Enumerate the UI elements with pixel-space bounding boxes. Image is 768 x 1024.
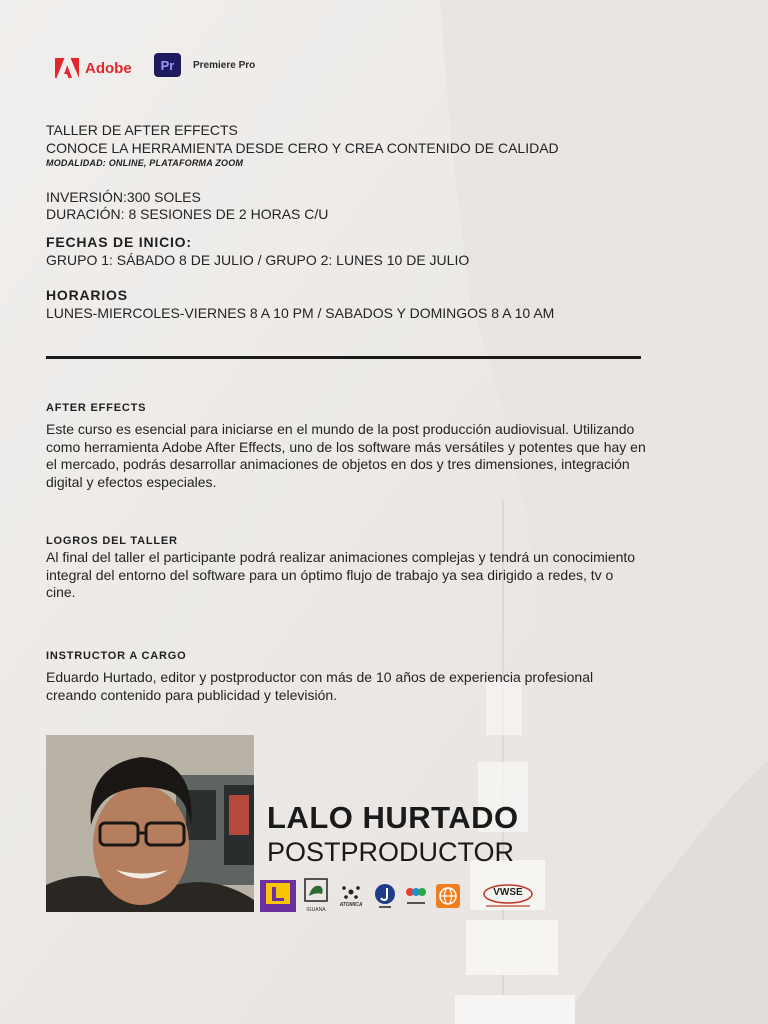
latina-logo: [260, 880, 296, 912]
instructor-photo: [46, 735, 254, 912]
j-channel-icon: [374, 883, 396, 909]
section-heading-goals: LOGROS DEL TALLER: [46, 535, 178, 547]
latina-icon: [260, 880, 296, 912]
modality: MODALIDAD: ONLINE, PLATAFORMA ZOOM: [46, 158, 244, 168]
instructor-name: LALO HURTADO: [267, 800, 519, 835]
section-heading-instructor: INSTRUCTOR A CARGO: [46, 650, 187, 662]
globe-icon: [436, 884, 460, 908]
atomica-logo: [336, 883, 366, 908]
divider: [46, 356, 641, 359]
workshop-title: TALLER DE AFTER EFFECTS: [46, 122, 238, 138]
client-logos: [260, 878, 536, 913]
duration: DURACIÓN: 8 SESIONES DE 2 HORAS C/U: [46, 206, 329, 222]
workshop-subtitle: CONOCE LA HERRAMIENTA DESDE CERO Y CREA CONTENIDO DE CALIDAD: [46, 140, 559, 156]
america-tv-logo: [436, 884, 460, 908]
section-body-instructor: Eduardo Hurtado, editor y postproductor con más de 10 años de experiencia profesional creando contenido para publicidad y televisión.: [46, 669, 594, 703]
premiere-pro-logo: [154, 53, 255, 77]
dates-heading: FECHAS DE INICIO:: [46, 234, 192, 250]
vwse-label: VWSE: [493, 886, 523, 898]
telefe-icon: [404, 884, 428, 908]
iguana-icon: [304, 878, 328, 906]
dates-text: GRUPO 1: SÁBADO 8 DE JULIO / GRUPO 2: LUNES 10 DE JULIO: [46, 252, 470, 268]
j-channel-logo: [374, 883, 396, 909]
section-heading-after-effects: AFTER EFFECTS: [46, 402, 147, 414]
iguana-label: IGUANA: [306, 907, 326, 913]
schedule-text: LUNES-MIERCOLES-VIERNES 8 A 10 PM / SABADOS Y DOMINGOS 8 A 10 AM: [46, 305, 555, 321]
iguana-logo: [304, 878, 328, 913]
schedule-heading: HORARIOS: [46, 287, 128, 303]
vwse-logo: [480, 883, 536, 909]
investment: INVERSIÓN:300 SOLES: [46, 189, 201, 205]
instructor-role: POSTPRODUCTOR: [267, 837, 515, 867]
atomica-icon: [336, 883, 366, 901]
section-body-goals: Al final del taller el participante podrá realizar animaciones complejas y tendrá un conocimiento integral del entorno del software para un óptimo flujo de trabajo ya sea dirigido a redes, tv o cine.: [46, 549, 636, 601]
premiere-pro-icon: Pr: [154, 53, 181, 77]
atomica-label: ATOMICA: [339, 902, 363, 908]
telefe-logo: [404, 884, 428, 908]
premiere-pro-label: Premiere Pro: [193, 59, 256, 71]
section-body-after-effects: Este curso es esencial para iniciarse en el mundo de la post producción audiovisual. Utilizando como herramienta Adobe After Effects, uno de los software más versátiles y potentes que hay en el mercado, podrás desarrollar animaciones de objetos en dos y tres dimensiones, integración digital y efectos especiales.: [46, 421, 646, 490]
adobe-icon: [55, 58, 79, 78]
adobe-wordmark: Adobe: [85, 59, 132, 77]
adobe-logo: [55, 58, 132, 78]
